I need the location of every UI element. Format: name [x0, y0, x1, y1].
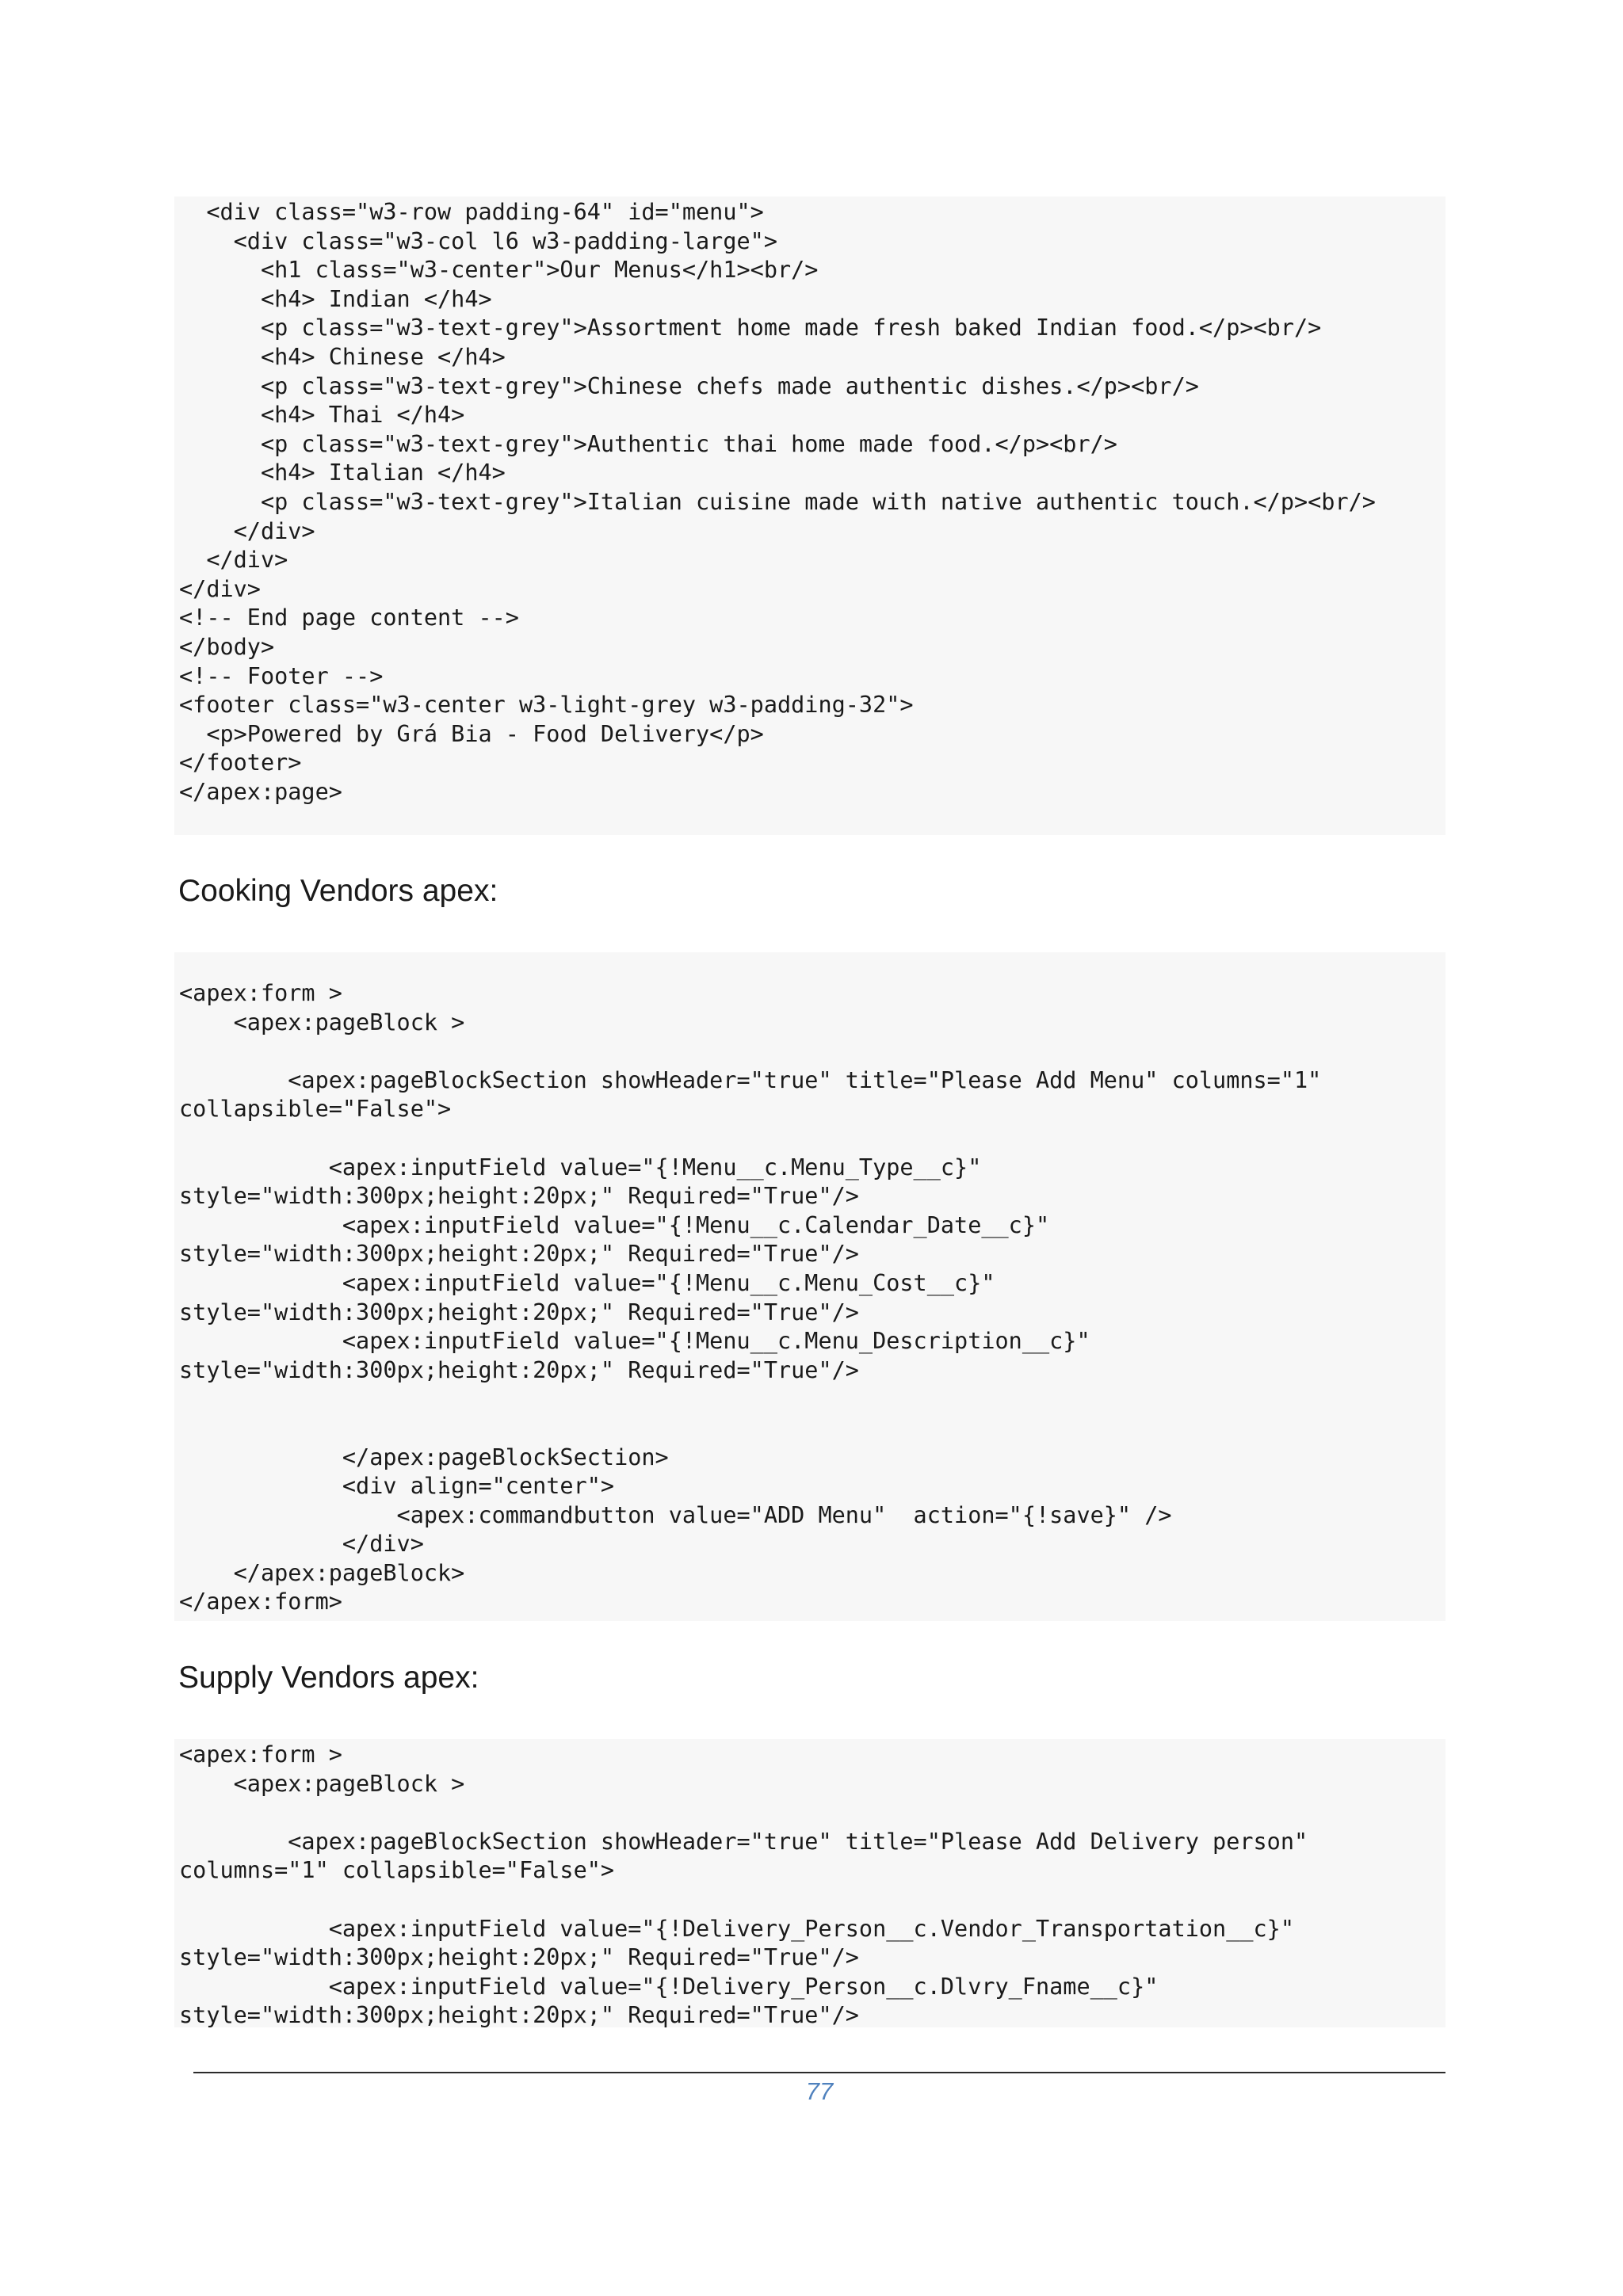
code-text: <div class="w3-row padding-64" id="menu"> <div class="w3-col l6 w3-padding-large"> <h1 class="w3-center">Our Menus</h1><br/> <h4> Indian </h4> <p class="w3-text-grey">Assortment home made fresh baked Indian food.</p><br/> <h4> Chinese </h4> <p class="w3-text-grey">Chinese chefs made authentic dishes.</p><br/> <h4> Thai </h4> <p class="w3-text-grey">Authentic thai home made food.</p><br/> <h4> Italian </h4> <p class="w3-text-grey">Italian cuisine made with native authentic touch.</p><br/> </div> </div> </div> <!-- End page content --> </body> <!-- Footer --> <footer class="w3-center w3-light-grey w3-padding-32"> <p>Powered by Grá Bia - Food Delivery</p> </footer> </apex:page>: [179, 199, 1376, 805]
footer-divider: [193, 2072, 1445, 2073]
section-heading-cooking-vendors: Cooking Vendors apex:: [178, 874, 498, 908]
page-number: 77: [805, 2077, 834, 2105]
code-text: <apex:form > <apex:pageBlock > <apex:pageBlockSection showHeader="true" title="Please Add Delivery person" columns="1" collapsible="False"> <apex:inputField value="{!Delivery_Person__c.Vendor_Transportation__c}" style="width:300px;height:20px;" Required="True"/> <apex:inputField value="{!Delivery_Person__c.Dlvry_Fname__c}" style="width:300px;height:20px;" Required="True"/>: [179, 1741, 1308, 2029]
section-heading-supply-vendors: Supply Vendors apex:: [178, 1661, 479, 1695]
code-block-markup-continuation: [174, 196, 1445, 835]
code-text: <apex:form > <apex:pageBlock > <apex:pageBlockSection showHeader="true" title="Please Add Menu" columns="1" collapsible="False"> <apex:inputField value="{!Menu__c.Menu_Type__c}" style="width:300px;height:20px;" Required="True"/> <apex:inputField value="{!Menu__c.Calendar_Date__c}" style="width:300px;height:20px;" Required="True"/> <apex:inputField value="{!Menu__c.Menu_Cost__c}" style="width:300px;height:20px;" Required="True"/> <apex:inputField value="{!Menu__c.Menu_Description__c}" style="width:300px;height:20px;" Required="True"/> </apex:pageBlockSection> <div align="center"> <apex:commandbutton value="ADD Menu" action="{!save}" /> </div> </apex:pageBlock> </apex:form>: [179, 980, 1322, 1615]
code-block-supply-vendors: [174, 1739, 1445, 2027]
code-block-cooking-vendors: [174, 952, 1445, 1621]
